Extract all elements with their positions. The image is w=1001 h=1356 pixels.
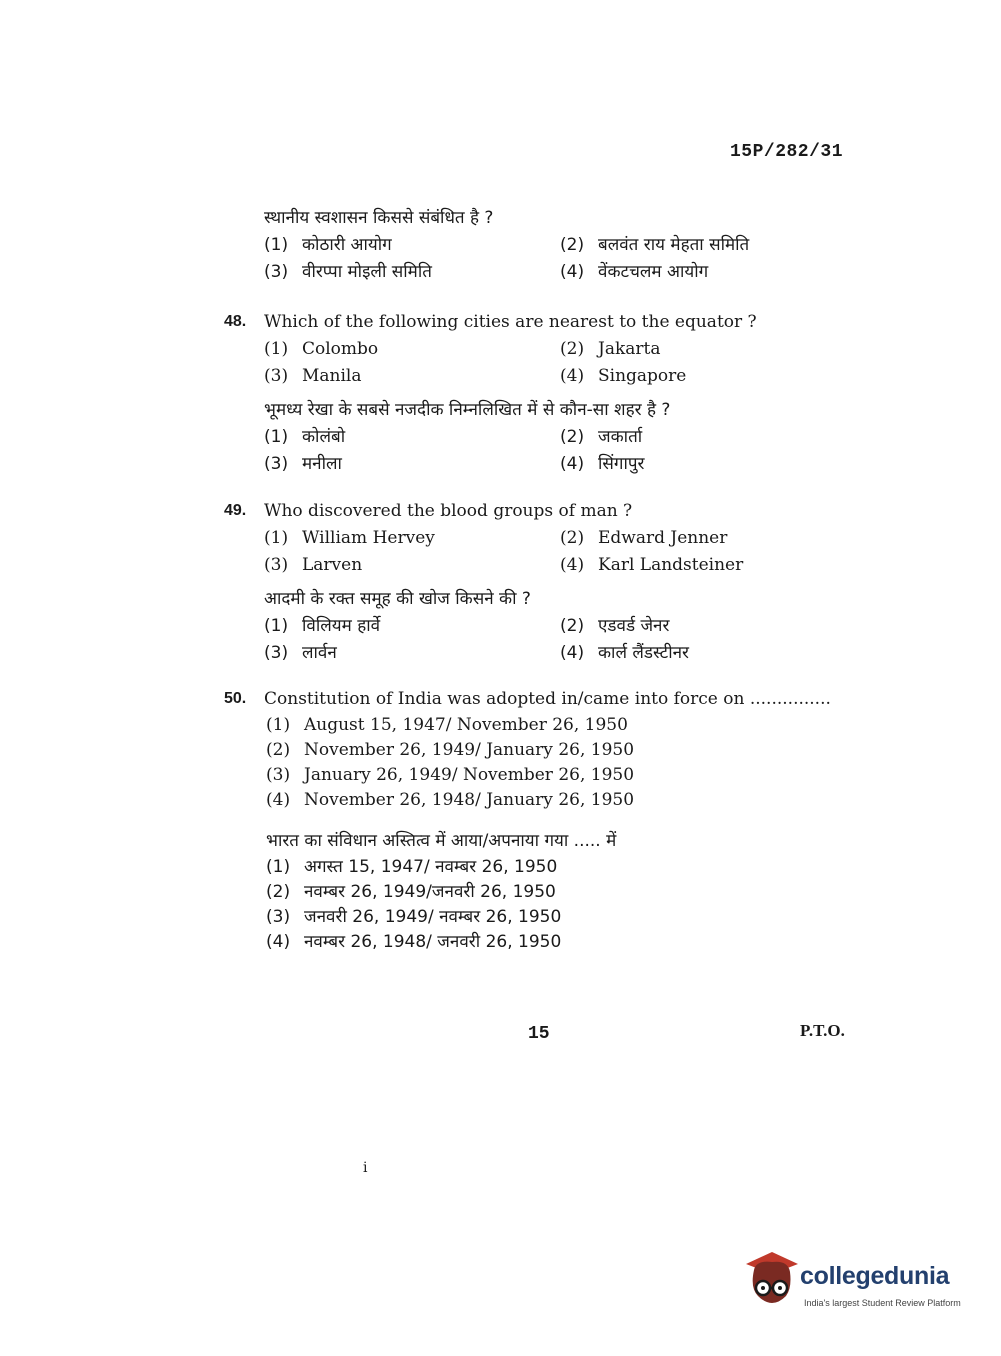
q50-option-2-hi: (2) नवम्बर 26, 1949/जनवरी 26, 1950 (266, 882, 556, 902)
q48-option-1-hi: (1) कोलंबो (264, 427, 346, 447)
question-50-text-hi: भारत का संविधान अस्तित्व में आया/अपनाया गया ..... में (266, 831, 617, 851)
q48-option-4-en: (4) Singapore (560, 366, 687, 386)
q48-option-3-en: (3) Manila (264, 366, 362, 386)
q47-option-1-hi: (1) कोठारी आयोग (264, 235, 392, 255)
q50-option-3-en: (3) January 26, 1949/ November 26, 1950 (266, 765, 635, 785)
q50-option-2-en: (2) November 26, 1949/ January 26, 1950 (266, 740, 635, 760)
pto-label: P.T.O. (800, 1021, 845, 1040)
q49-option-1-en: (1) William Hervey (264, 528, 435, 548)
q48-option-4-hi: (4) सिंगापुर (560, 454, 645, 474)
graduate-mascot-icon (742, 1250, 800, 1316)
collegedunia-watermark (742, 1250, 968, 1320)
q47-option-4-hi: (4) वेंकटचलम आयोग (560, 262, 709, 282)
question-48 (224, 308, 868, 478)
q49-option-2-en: (2) Edward Jenner (560, 528, 728, 548)
question-50-text-en: Constitution of India was adopted in/came into force on ............... (264, 689, 831, 709)
q47-option-2-hi: (2) बलवंत राय मेहता समिति (560, 235, 750, 255)
q50-option-4-hi: (4) नवम्बर 26, 1948/ जनवरी 26, 1950 (266, 932, 562, 952)
question-49-text-en: Who discovered the blood groups of man ? (264, 501, 633, 521)
q49-option-2-hi: (2) एडवर्ड जेनर (560, 616, 670, 636)
question-50-number: 50. (224, 690, 247, 707)
paper-code: 15P/282/31 (730, 142, 844, 162)
question-50 (224, 685, 868, 955)
q49-option-3-hi: (3) लार्वन (264, 643, 337, 663)
q49-option-3-en: (3) Larven (264, 555, 363, 575)
q48-option-1-en: (1) Colombo (264, 339, 379, 359)
q47-option-3-hi: (3) वीरप्पा मोइली समिति (264, 262, 432, 282)
question-49-number: 49. (224, 502, 247, 519)
question-49-text-hi: आदमी के रक्त समूह की खोज किसने की ? (264, 589, 531, 609)
q48-option-2-en: (2) Jakarta (560, 339, 661, 359)
brand-tagline: India's largest Student Review Platform (804, 1298, 961, 1308)
brand-name: collegedunia (800, 1262, 950, 1290)
question-48-text-en: Which of the following cities are nearest to the equator ? (264, 312, 757, 332)
q49-option-4-en: (4) Karl Landsteiner (560, 555, 744, 575)
q50-option-1-hi: (1) अगस्त 15, 1947/ नवम्बर 26, 1950 (266, 857, 558, 877)
q50-option-1-en: (1) August 15, 1947/ November 26, 1950 (266, 715, 628, 735)
page-number: 15 (528, 1024, 550, 1044)
question-47 (228, 204, 868, 286)
q48-option-3-hi: (3) मनीला (264, 454, 342, 474)
q49-option-1-hi: (1) विलियम हार्वे (264, 616, 381, 636)
q50-option-4-en: (4) November 26, 1948/ January 26, 1950 (266, 790, 635, 810)
stray-mark: i (363, 1160, 368, 1176)
question-49 (224, 497, 868, 667)
q49-option-4-hi: (4) कार्ल लैंडस्टीनर (560, 643, 689, 663)
question-48-number: 48. (224, 313, 247, 330)
question-47-text-hi: स्थानीय स्वशासन किससे संबंधित है ? (264, 208, 494, 228)
q48-option-2-hi: (2) जकार्ता (560, 427, 643, 447)
question-48-text-hi: भूमध्य रेखा के सबसे नजदीक निम्नलिखित में से कौन-सा शहर है ? (264, 400, 671, 420)
q50-option-3-hi: (3) जनवरी 26, 1949/ नवम्बर 26, 1950 (266, 907, 562, 927)
